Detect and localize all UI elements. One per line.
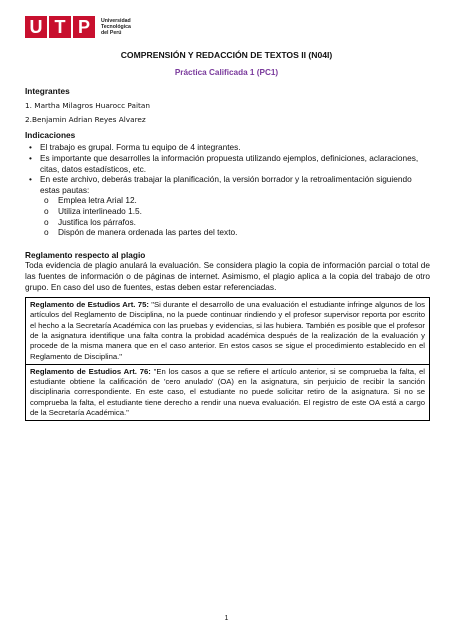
table-cell <box>26 298 430 365</box>
logo-line: Universidad <box>101 18 131 24</box>
member-item: 1. Martha Milagros Huarocc Paitan <box>25 100 150 110</box>
list-item <box>29 142 430 153</box>
sub-item <box>44 227 430 238</box>
reglamento-heading: Reglamento respecto al plagio <box>25 249 146 260</box>
indicaciones-heading: Indicaciones <box>25 129 76 140</box>
article-label: Reglamento de Estudios Art. 75: <box>30 300 149 310</box>
circle-bullet-icon: o <box>44 227 49 238</box>
logo-text <box>101 18 131 36</box>
article-text: "Si durante el desarrollo de una evaluación el estudiante infringe algunos de los artículos del Reglamento de Disciplina, no la puede continuar rindiendo y el profesor supervisor reporta por escrito el hecho a la Secretaría Académica con las pruebas y evidencias, si las hubiera. También es posible que el profesor de la asignatura identifique una falta contra la probidad académica después de la realización de la evaluación y procede de la misma manera que en el caso anterior. En estos casos se sigue el procedimiento establecido en el Reglamento de Disciplina." <box>30 300 425 361</box>
list-item-text: El trabajo es grupal. Forma tu equipo de 4 integrantes. <box>40 142 241 153</box>
logo-letter: P <box>73 16 95 38</box>
list-item <box>29 152 430 174</box>
list-item-text: En este archivo, deberás trabajar la planificación, la versión borrador y la retroalimentación siguiendo estas pautas: <box>40 174 412 195</box>
logo-line: del Perú <box>101 30 122 36</box>
bullet-icon: • <box>29 174 32 185</box>
article-label: Reglamento de Estudios Art. 76: <box>30 366 151 376</box>
bullet-icon: • <box>29 152 32 163</box>
circle-bullet-icon: o <box>44 205 49 216</box>
member-item: 2.Benjamin Adrian Reyes Alvarez <box>25 115 146 125</box>
page-number: 1 <box>224 615 229 622</box>
sub-item <box>44 216 430 228</box>
article-text: "En los casos a que se refiere el artículo anterior, si se comprueba la falta, el estudiante obtiene la calificación de 'cero anulado' (OA) en la asignatura, sin perjuicio de recibir la sanción disciplinaria correspondiente. En este caso, el estudiante no puede solicitar retiro de la asignatura. Si no se comprueba la falta, el estudiante tiene derecho a rendir una nueva evaluación. El registro de este OA está a cargo de la Secretaría Académica." <box>30 366 425 418</box>
circle-bullet-icon: o <box>44 216 49 227</box>
reglamento-table <box>25 297 430 421</box>
reglamento-paragraph: Toda evidencia de plagio anulará la evaluación. Se considera plagio la copia de información parcial o total de las fuentes de información o de páginas de internet. Asimismo, el plagio aplica a la copia del trabajo de otro grupo. En caso del uso de fuentes, estas deben estar referenciadas. <box>25 260 430 292</box>
sub-item-text: Utiliza interlineado 1.5. <box>58 205 142 216</box>
sub-item-text: Justifica los párrafos. <box>58 216 136 227</box>
list-item <box>29 174 430 238</box>
table-row <box>26 298 430 365</box>
document-body <box>25 86 430 421</box>
bullet-icon: • <box>29 142 32 153</box>
sub-item <box>44 205 430 217</box>
members-list <box>25 101 430 126</box>
document-subtitle: Práctica Calificada 1 (PC1) <box>174 68 279 77</box>
table-cell <box>26 364 430 420</box>
document-title: COMPRENSIÓN Y REDACCIÓN DE TEXTOS II (N04I) <box>120 50 333 60</box>
circle-bullet-icon: o <box>44 195 49 206</box>
logo-letters <box>25 16 97 38</box>
logo-letter: T <box>49 16 71 38</box>
list-item-text: Es importante que desarrolles la información propuesta utilizando ejemplos, definiciones, aclaraciones, citas, datos estadísticos, etc. <box>40 152 419 174</box>
sub-item-text: Emplea letra Arial 12. <box>58 195 137 206</box>
logo-line: Tecnológica <box>101 24 131 30</box>
utp-logo <box>25 16 131 38</box>
sub-item-text: Dispón de manera ordenada las partes del texto. <box>58 227 238 238</box>
pautas-list <box>40 195 430 237</box>
logo-letter: U <box>25 16 47 38</box>
sub-item <box>44 195 430 206</box>
indicaciones-list <box>25 142 430 237</box>
table-row <box>26 364 430 420</box>
integrantes-heading: Integrantes <box>25 86 70 96</box>
